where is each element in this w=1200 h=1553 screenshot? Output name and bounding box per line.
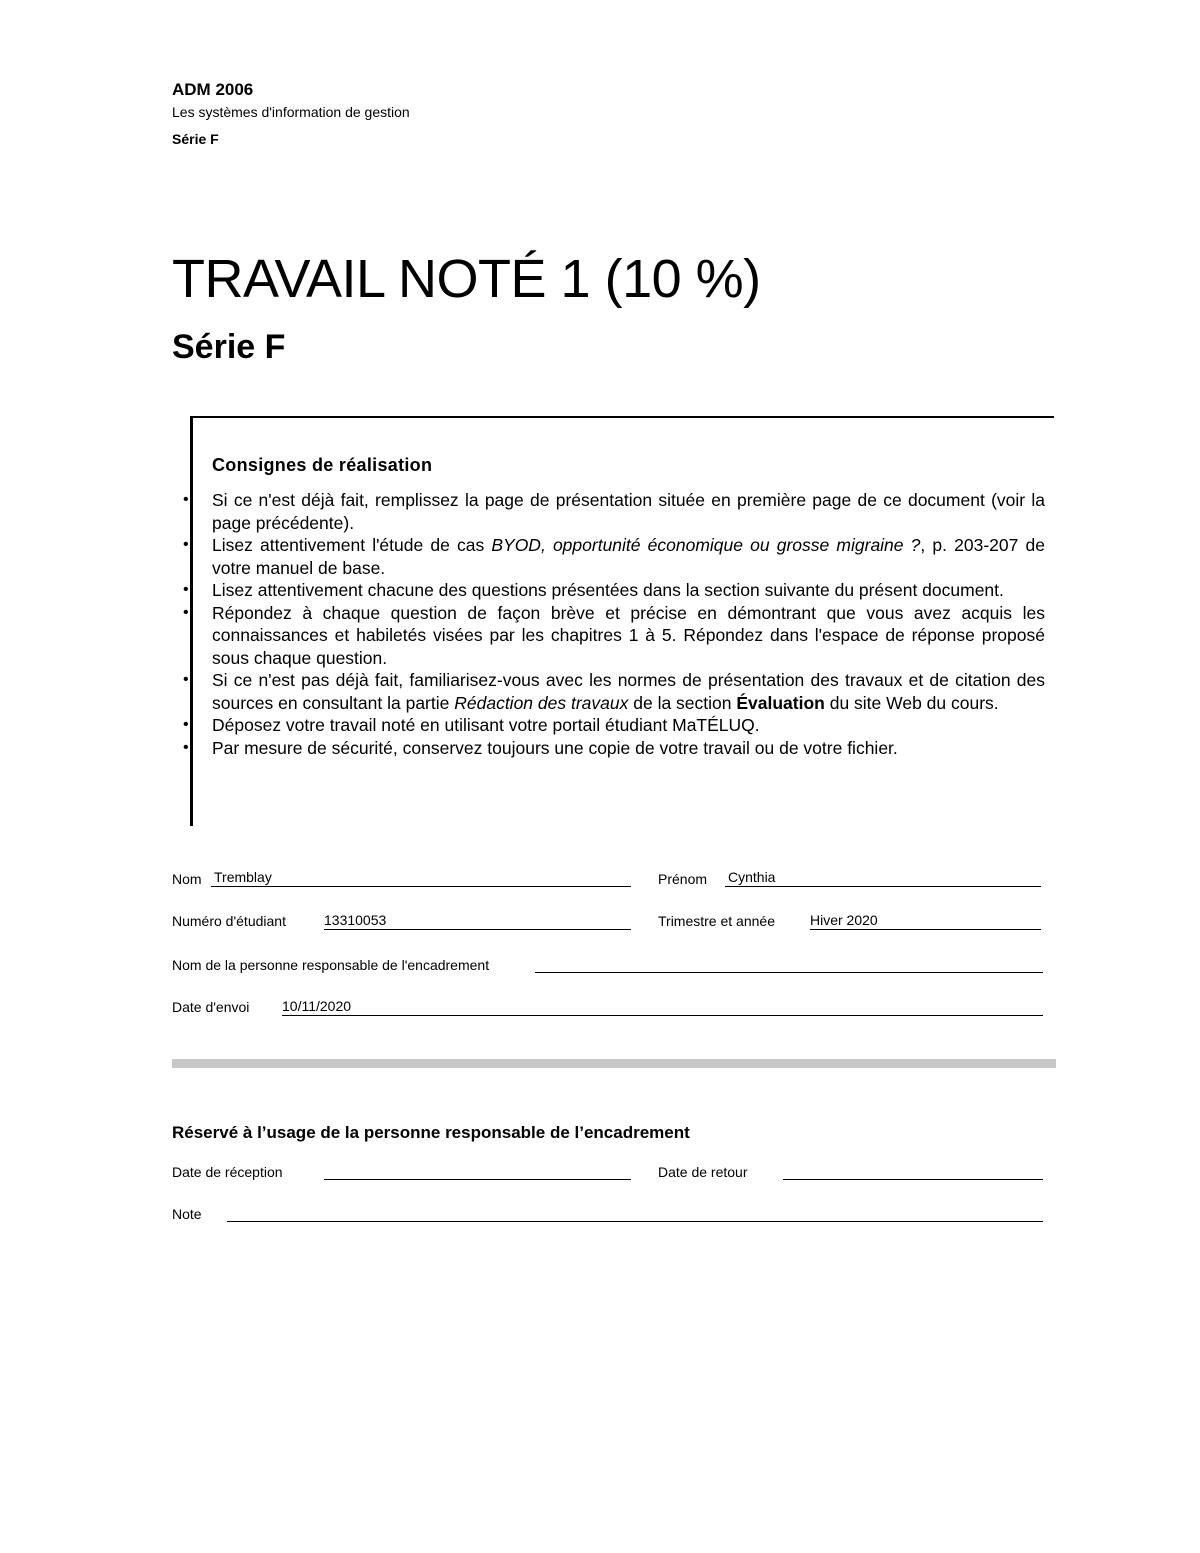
date-retour-label: Date de retour [658,1164,748,1180]
bullet-icon: • [183,603,189,621]
instruction-text: Déposez votre travail noté en utilisant votre portail étudiant MaTÉLUQ. [212,715,760,735]
instruction-text: Répondez à chaque question de façon brève et précise en démontrant que vous avez acquis les connaissances et habiletés visées par les chapitres 1 à 5. Répondez dans l'espace de réponse proposé sous chaque question. [212,602,1045,668]
prenom-value: Cynthia [728,869,776,885]
reserved-heading: Réservé à l’usage de la personne responsable de l’encadrement [172,1123,690,1142]
instruction-text: Évaluation [736,692,825,713]
course-name: Les systèmes d'information de gestion [172,104,410,120]
date-reception-field[interactable] [324,1161,631,1180]
bullet-icon: • [183,491,189,508]
encadrement-field[interactable] [535,954,1043,973]
prenom-label: Prénom [658,871,708,887]
instruction-item [183,489,1045,534]
bullet-icon: • [183,581,189,598]
date-retour-field[interactable] [783,1161,1043,1180]
instruction-text: Si ce n'est pas déjà fait, familiarisez-vous avec les normes de présentation des travaux et de citation des sources en consultant la partie [212,670,1045,713]
instruction-text: , p. 203-207 de votre manuel de base. [212,535,1045,578]
instruction-item [183,737,1045,760]
instruction-text: Par mesure de sécurité, conservez toujours une copie de votre travail ou de votre fichier. [212,737,898,758]
note-field[interactable] [227,1203,1043,1222]
instructions-heading: Consignes de réalisation [212,455,433,475]
trimestre-label: Trimestre et année [658,913,775,929]
instruction-item [183,579,1045,602]
bullet-icon: • [183,536,189,553]
nom-field[interactable] [211,868,631,887]
page-subtitle: Série F [172,328,286,366]
nom-value: Tremblay [214,869,272,885]
numero-value: 13310053 [324,912,387,928]
bullet-icon: • [183,738,189,756]
instruction-text: BYOD, opportunité économique ou grosse migraine ? [491,535,921,555]
bullet-icon: • [183,716,189,733]
instruction-text: Lisez attentivement l'étude de cas [212,535,492,555]
instruction-text: Rédaction des travaux [454,692,629,713]
series-label: Série F [172,131,219,147]
numero-field[interactable] [324,911,631,930]
instruction-text: du site Web du cours. [824,692,999,713]
instruction-text: Lisez attentivement chacune des questions présentées dans la section suivante du présent document. [212,580,1004,600]
date-envoi-value: 10/11/2020 [282,998,352,1014]
instruction-item [183,602,1045,670]
encadrement-label: Nom de la personne responsable de l'encadrement [172,957,490,973]
prenom-field[interactable] [725,868,1041,887]
instruction-item [183,534,1045,579]
note-label: Note [172,1206,202,1222]
page-title: TRAVAIL NOTÉ 1 (10 %) [172,249,761,309]
instruction-item [183,714,1045,737]
instruction-text: Si ce n'est déjà fait, remplissez la page de présentation située en première page de ce document (voir la page précédente). [212,490,1045,533]
trimestre-field[interactable] [810,911,1041,930]
date-envoi-field[interactable] [282,997,1043,1016]
numero-label: Numéro d'étudiant [172,913,286,929]
date-envoi-label: Date d'envoi [172,999,250,1015]
date-reception-label: Date de réception [172,1164,283,1180]
nom-label: Nom [172,871,202,887]
course-code: ADM 2006 [172,80,254,99]
bullet-icon: • [183,671,189,688]
trimestre-value: Hiver 2020 [810,912,878,928]
section-divider [172,1059,1056,1068]
instruction-text: de la section [628,692,737,713]
instruction-item [183,669,1045,714]
instructions-list [183,489,1045,759]
